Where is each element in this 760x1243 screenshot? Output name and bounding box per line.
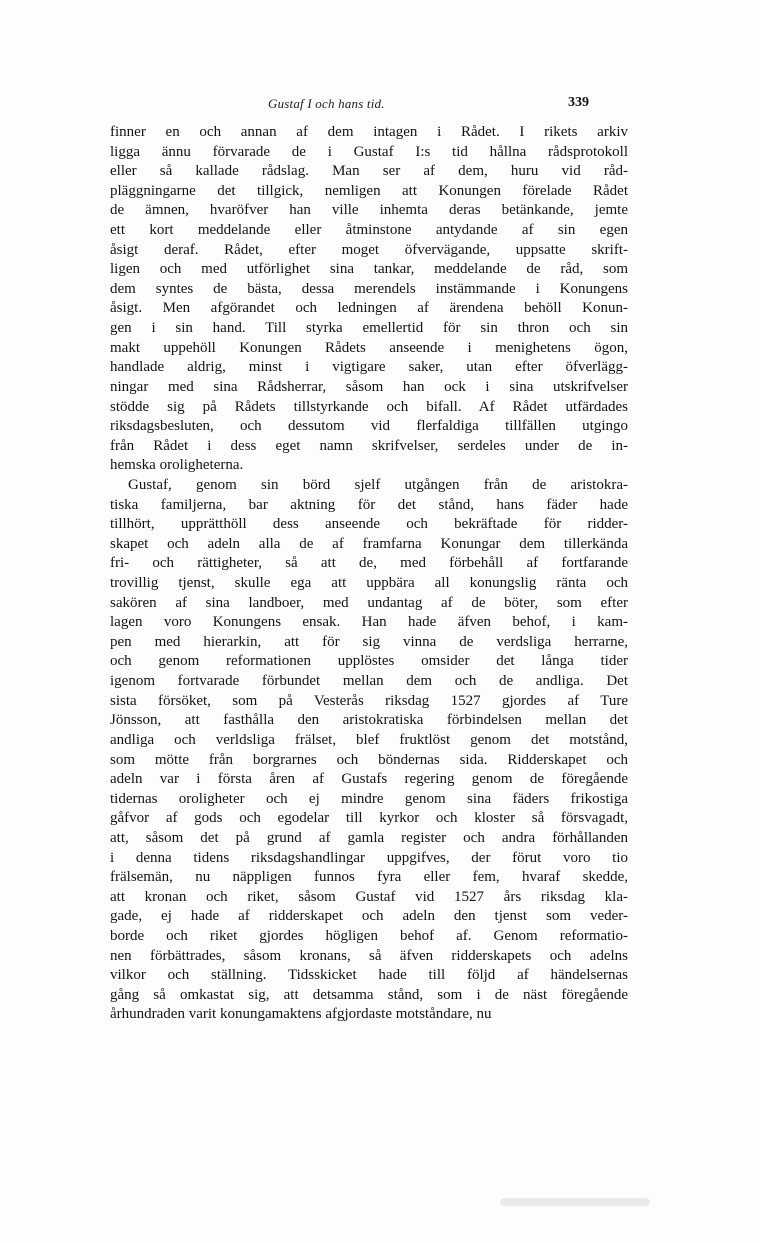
text-line: pen med hierarkin, att för sig vinna de verdsliga herrarne, — [110, 633, 628, 650]
text-line: ligen och med utförlighet sina tankar, meddelande de råd, som — [110, 261, 628, 278]
text-line: gade, ej hade af ridderskapet och adeln den tjenst som veder- — [110, 908, 628, 925]
text-line: eller så kallade rådslag. Man ser af dem, huru vid råd- — [110, 163, 628, 180]
text-line: ligga ännu förvarade de i Gustaf I:s tid hållna rådsprotokoll — [110, 143, 628, 160]
text-line: finner en och annan af dem intagen i Rådet. I rikets arkiv — [110, 124, 628, 140]
text-line: andliga och verldsliga frälset, blef fruktlöst genom det motstånd, — [110, 731, 628, 748]
page-number: 339 — [568, 95, 589, 110]
text-line: borde och riket gjordes högligen behof af. Genom reformatio- — [110, 927, 628, 944]
paragraph — [110, 123, 628, 476]
running-head-title: Gustaf I och hans tid. — [268, 96, 385, 111]
faint-library-stamp — [500, 1192, 650, 1212]
text-line: gen i sin hand. Till styrka emellertid för sin thron och sin — [110, 320, 628, 337]
text-line: Gustaf, genom sin börd sjelf utgången från de aristokra- — [128, 476, 628, 493]
text-line: fri- och rättigheter, så att de, med förbehåll af fortfarande — [110, 555, 628, 572]
text-line: Jönsson, att fasthålla den aristokratiska förbindelsen mellan det — [110, 712, 628, 729]
text-line: makt uppehöll Konungen Rådets anseende i menighetens ögon, — [110, 339, 628, 356]
text-line: från Rådet i dess eget namn skrifvelser, serdeles under de in- — [110, 437, 628, 454]
text-line: sakören af sina landboer, med undantag af de böter, som efter — [110, 594, 628, 611]
text-line: riksdagsbesluten, och dessutom vid flerfaldiga tillfällen utgingo — [110, 418, 628, 435]
text-line: tiska familjerna, bar aktning för det stånd, hans fäder hade — [110, 496, 628, 513]
text-line: åsigt deraf. Rådet, efter moget öfvervägande, uppsatte skrift- — [110, 241, 628, 258]
text-line: ningar med sina Rådsherrar, såsom han ock i sina utskrifvelser — [110, 378, 628, 395]
text-line: tillhört, upprätthöll dess anseende och bekräftade för ridder- — [110, 516, 628, 533]
text-line: att, såsom det på grund af gamla register och andra förhållanden — [110, 829, 628, 846]
text-line: lagen voro Konungens ensak. Han hade äfven behof, i kam- — [110, 614, 628, 631]
body-text — [110, 123, 628, 1025]
text-line: frälsemän, nu näppligen funnos fyra eller fem, hvaraf skedde, — [110, 869, 628, 886]
text-line: pläggningarne det tillgick, nemligen att Konungen förelade Rådet — [110, 182, 628, 199]
paragraph — [110, 476, 628, 1025]
text-line: vilkor och ställning. Tidsskicket hade till följd af händelsernas — [110, 967, 628, 984]
text-line: hemska oroligheterna. — [110, 457, 244, 474]
text-line: dem syntes de bästa, dessa merendels instämmande i Konungens — [110, 280, 628, 297]
text-line: sista försöket, som på Vesterås riksdag 1527 gjordes af Ture — [110, 692, 628, 709]
text-line: adeln var i första åren af Gustafs regering genom de föregående — [110, 771, 628, 788]
text-line: och genom reformationen upplöstes omsider det långa tider — [110, 653, 628, 670]
text-line: handlade aldrig, minst i vigtigare saker, utan efter öfverlägg- — [110, 359, 628, 376]
text-line: nen förbättrades, såsom kronans, så äfven ridderskapets och adelns — [110, 947, 628, 964]
text-line: trovillig tjenst, skulle ega att uppbära all konungslig ränta och — [110, 575, 628, 592]
text-line: åsigt. Men afgörandet och ledningen af ärendena behöll Konun- — [110, 300, 628, 317]
text-line: gång så omkastat sig, att detsamma stånd, som i de näst föregående — [110, 986, 628, 1003]
text-line: stödde sig på Rådets tillstyrkande och bifall. Af Rådet utfärdades — [110, 398, 628, 415]
text-line: som mötte från borgrarnes och böndernas sida. Ridderskapet och — [110, 751, 628, 768]
text-line: att kronan och riket, såsom Gustaf vid 1527 års riksdag kla- — [110, 888, 628, 905]
text-line: ett kort meddelande eller åtminstone antydande af sin egen — [110, 222, 628, 239]
text-line: de ämnen, hvaröfver han ville inhemta deras betänkande, jemte — [110, 202, 628, 219]
text-line: skapet och adeln alla de af framfarna Konungar dem tillerkända — [110, 535, 628, 552]
text-line: igenom fortvarade förbundet mellan dem och de andliga. Det — [110, 673, 628, 690]
text-line: gåfvor af gods och egodelar till kyrkor och kloster så försvagadt, — [110, 810, 628, 827]
text-line: århundraden varit konungamaktens afgjordaste motståndare, nu — [110, 1006, 492, 1023]
text-line: tidernas oroligheter och ej mindre genom sina fäders frikostiga — [110, 790, 628, 807]
text-line: i denna tidens riksdagshandlingar uppgifves, der förut voro tio — [110, 849, 628, 866]
